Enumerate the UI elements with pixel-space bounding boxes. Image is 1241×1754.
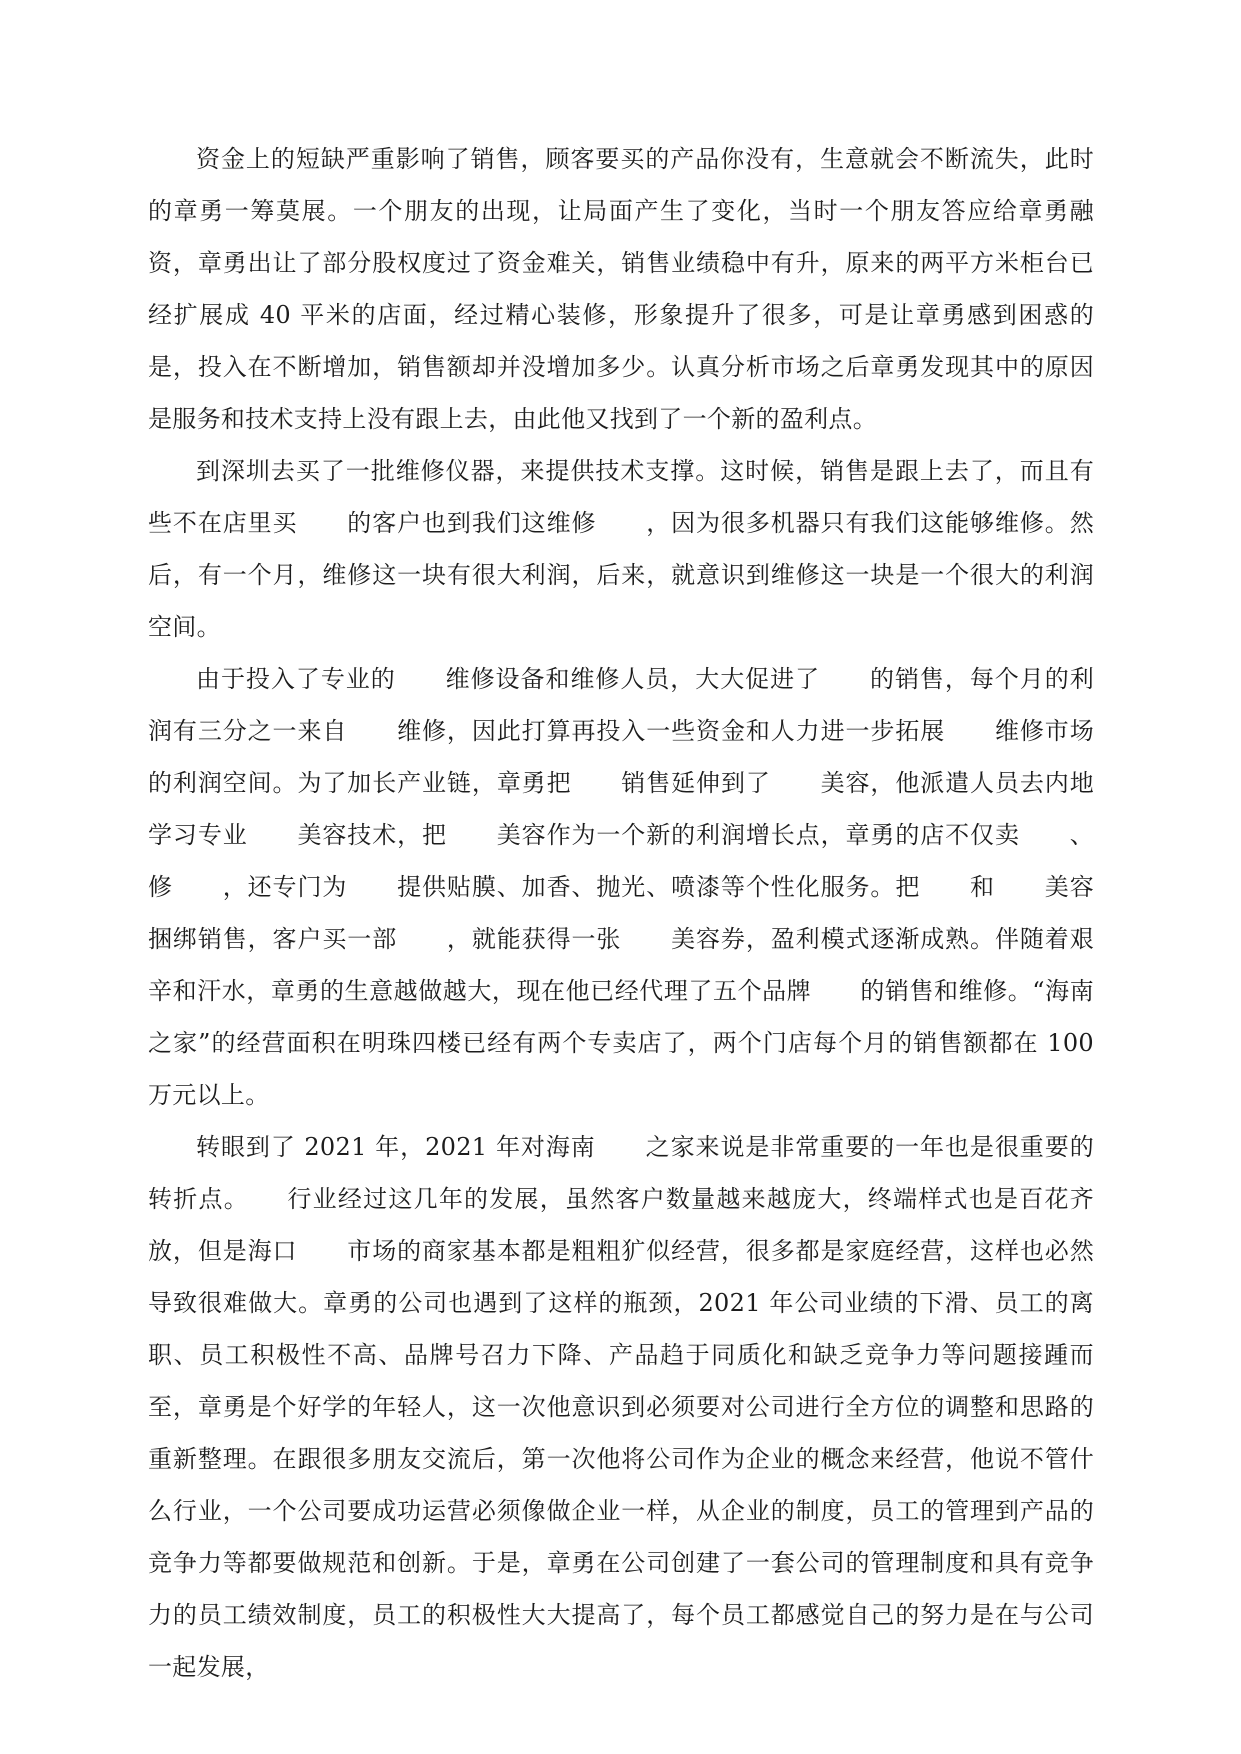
document-body (148, 133, 1143, 1693)
paragraph-4: 转眼到了 2021 年，2021 年对海南 之家来说是非常重要的一年也是很重要的转折点。 行业经过这几年的发展，虽然客户数量越来越庞大，终端样式也是百花齐放，但是海口 市场的商家基本都是粗粗犷似经营，很多都是家庭经营，这样也必然导致很难做大。章勇的公司也遇到了这样的瓶颈，2021 年公司业绩的下滑、员工的离职、员工积极性不高、品牌号召力下降、产品趋于同质化和缺乏竞争力等问题接踵而至，章勇是个好学的年轻人，这一次他意识到必须要对公司进行全方位的调整和思路的重新整理。在跟很多朋友交流后，第一次他将公司作为企业的概念来经营，他说不管什么行业，一个公司要成功运营必须像做企业一样，从企业的制度，员工的管理到产品的竞争力等都要做规范和创新。于是，章勇在公司创建了一套公司的管理制度和具有竞争力的员工绩效制度，员工的积极性大大提高了，每个员工都感觉自己的努力是在与公司一起发展， (148, 1133, 1094, 1681)
paragraph-3: 由于投入了专业的 维修设备和维修人员，大大促进了 的销售，每个月的利润有三分之一来自 维修，因此打算再投入一些资金和人力进一步拓展 维修市场的利润空间。为了加长产业链，章勇把 销售延伸到了 美容，他派遣人员去内地学习专业 美容技术，把 美容作为一个新的利润增长点，章勇的店不仅卖 、修 ，还专门为 提供贴膜、加香、抛光、喷漆等个性化服务。把 和 美容捆绑销售，客户买一部 ，就能获得一张 美容券，盈利模式逐渐成熟。伴随着艰辛和汗水，章勇的生意越做越大，现在他已经代理了五个品牌 的销售和维修。“海南 之家”的经营面积在明珠四楼已经有两个专卖店了，两个门店每个月的销售额都在 100 万元以上。 (148, 665, 1143, 1109)
paragraph-2: 到深圳去买了一批维修仪器，来提供技术支撑。这时候，销售是跟上去了，而且有些不在店里买 的客户也到我们这维修 ，因为很多机器只有我们这能够维修。然后，有一个月，维修这一块有很大利润，后来，就意识到维修这一块是一个很大的利润空间。 (148, 457, 1094, 641)
paragraph-1: 资金上的短缺严重影响了销售，顾客要买的产品你没有，生意就会不断流失，此时的章勇一筹莫展。一个朋友的出现，让局面产生了变化，当时一个朋友答应给章勇融资，章勇出让了部分股权度过了资金难关，销售业绩稳中有升，原来的两平方米柜台已经扩展成 40 平米的店面，经过精心装修，形象提升了很多，可是让章勇感到困惑的是，投入在不断增加，销售额却并没增加多少。认真分析市场之后章勇发现其中的原因是服务和技术支持上没有跟上去，由此他又找到了一个新的盈利点。 (148, 145, 1094, 433)
